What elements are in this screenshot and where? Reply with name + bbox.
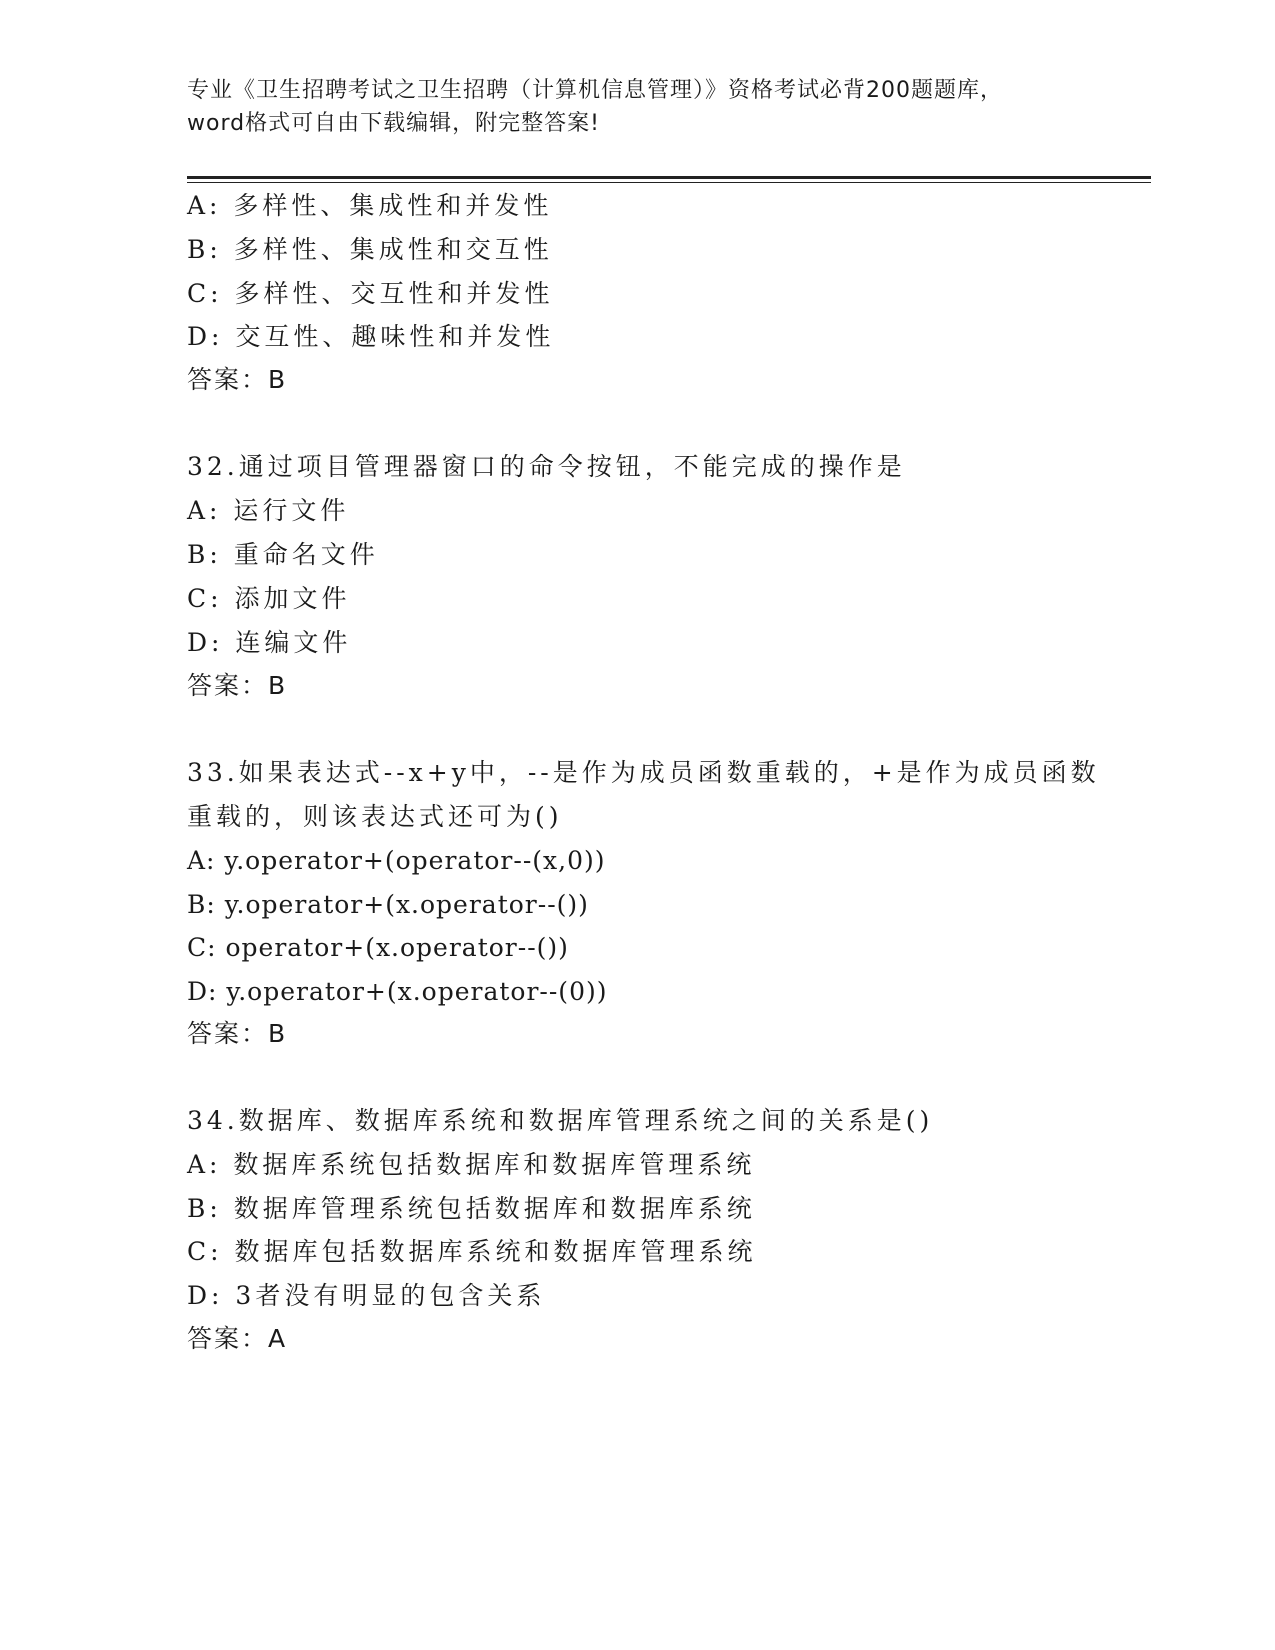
q34-answer: 答案：A: [187, 1324, 288, 1353]
document-header: [187, 74, 1087, 140]
q32-option-d: D: 连编文件: [187, 628, 352, 657]
q33-option-b: B: y.operator+(x.operator--()): [187, 890, 589, 919]
header-rule-thick: [187, 176, 1151, 179]
q34-option-c: C: 数据库包括数据库系统和数据库管理系统: [187, 1237, 757, 1266]
q34-stem: 34.数据库、数据库系统和数据库管理系统之间的关系是(): [187, 1106, 934, 1135]
q34-option-a: A: 数据库系统包括数据库和数据库管理系统: [187, 1150, 756, 1179]
q32-option-b: B: 重命名文件: [187, 540, 379, 569]
q34-option-d: D: 3者没有明显的包含关系: [187, 1281, 546, 1310]
q32-option-c: C: 添加文件: [187, 584, 351, 613]
q33-stem-line-2: 重载的，则该表达式还可为(): [187, 802, 563, 831]
q31-option-a: A: 多样性、集成性和并发性: [187, 191, 553, 220]
q33-option-a: A: y.operator+(operator--(x,0)): [187, 846, 606, 875]
q31-option-b: B: 多样性、集成性和交互性: [187, 235, 553, 264]
q33-option-d: D: y.operator+(x.operator--(0)): [187, 977, 608, 1006]
q31-answer: 答案：B: [187, 365, 288, 394]
header-line-2: word格式可自由下载编辑，附完整答案!: [187, 111, 600, 136]
q33-answer: 答案：B: [187, 1019, 288, 1048]
q32-answer: 答案：B: [187, 671, 288, 700]
q33-stem-line-1: 33.如果表达式--x+y中，--是作为成员函数重载的，+是作为成员函数: [187, 758, 1100, 787]
q31-option-d: D: 交互性、趣味性和并发性: [187, 322, 555, 351]
q31-option-c: C: 多样性、交互性和并发性: [187, 279, 554, 308]
q32-stem: 32.通过项目管理器窗口的命令按钮，不能完成的操作是: [187, 452, 906, 481]
header-line-1: 专业《卫生招聘考试之卫生招聘（计算机信息管理）》资格考试必背200题题库，: [187, 78, 1003, 103]
header-rule-thin: [187, 182, 1151, 183]
q32-option-a: A: 运行文件: [187, 496, 350, 525]
q33-option-c: C: operator+(x.operator--()): [187, 933, 569, 962]
q34-option-b: B: 数据库管理系统包括数据库和数据库系统: [187, 1194, 756, 1223]
